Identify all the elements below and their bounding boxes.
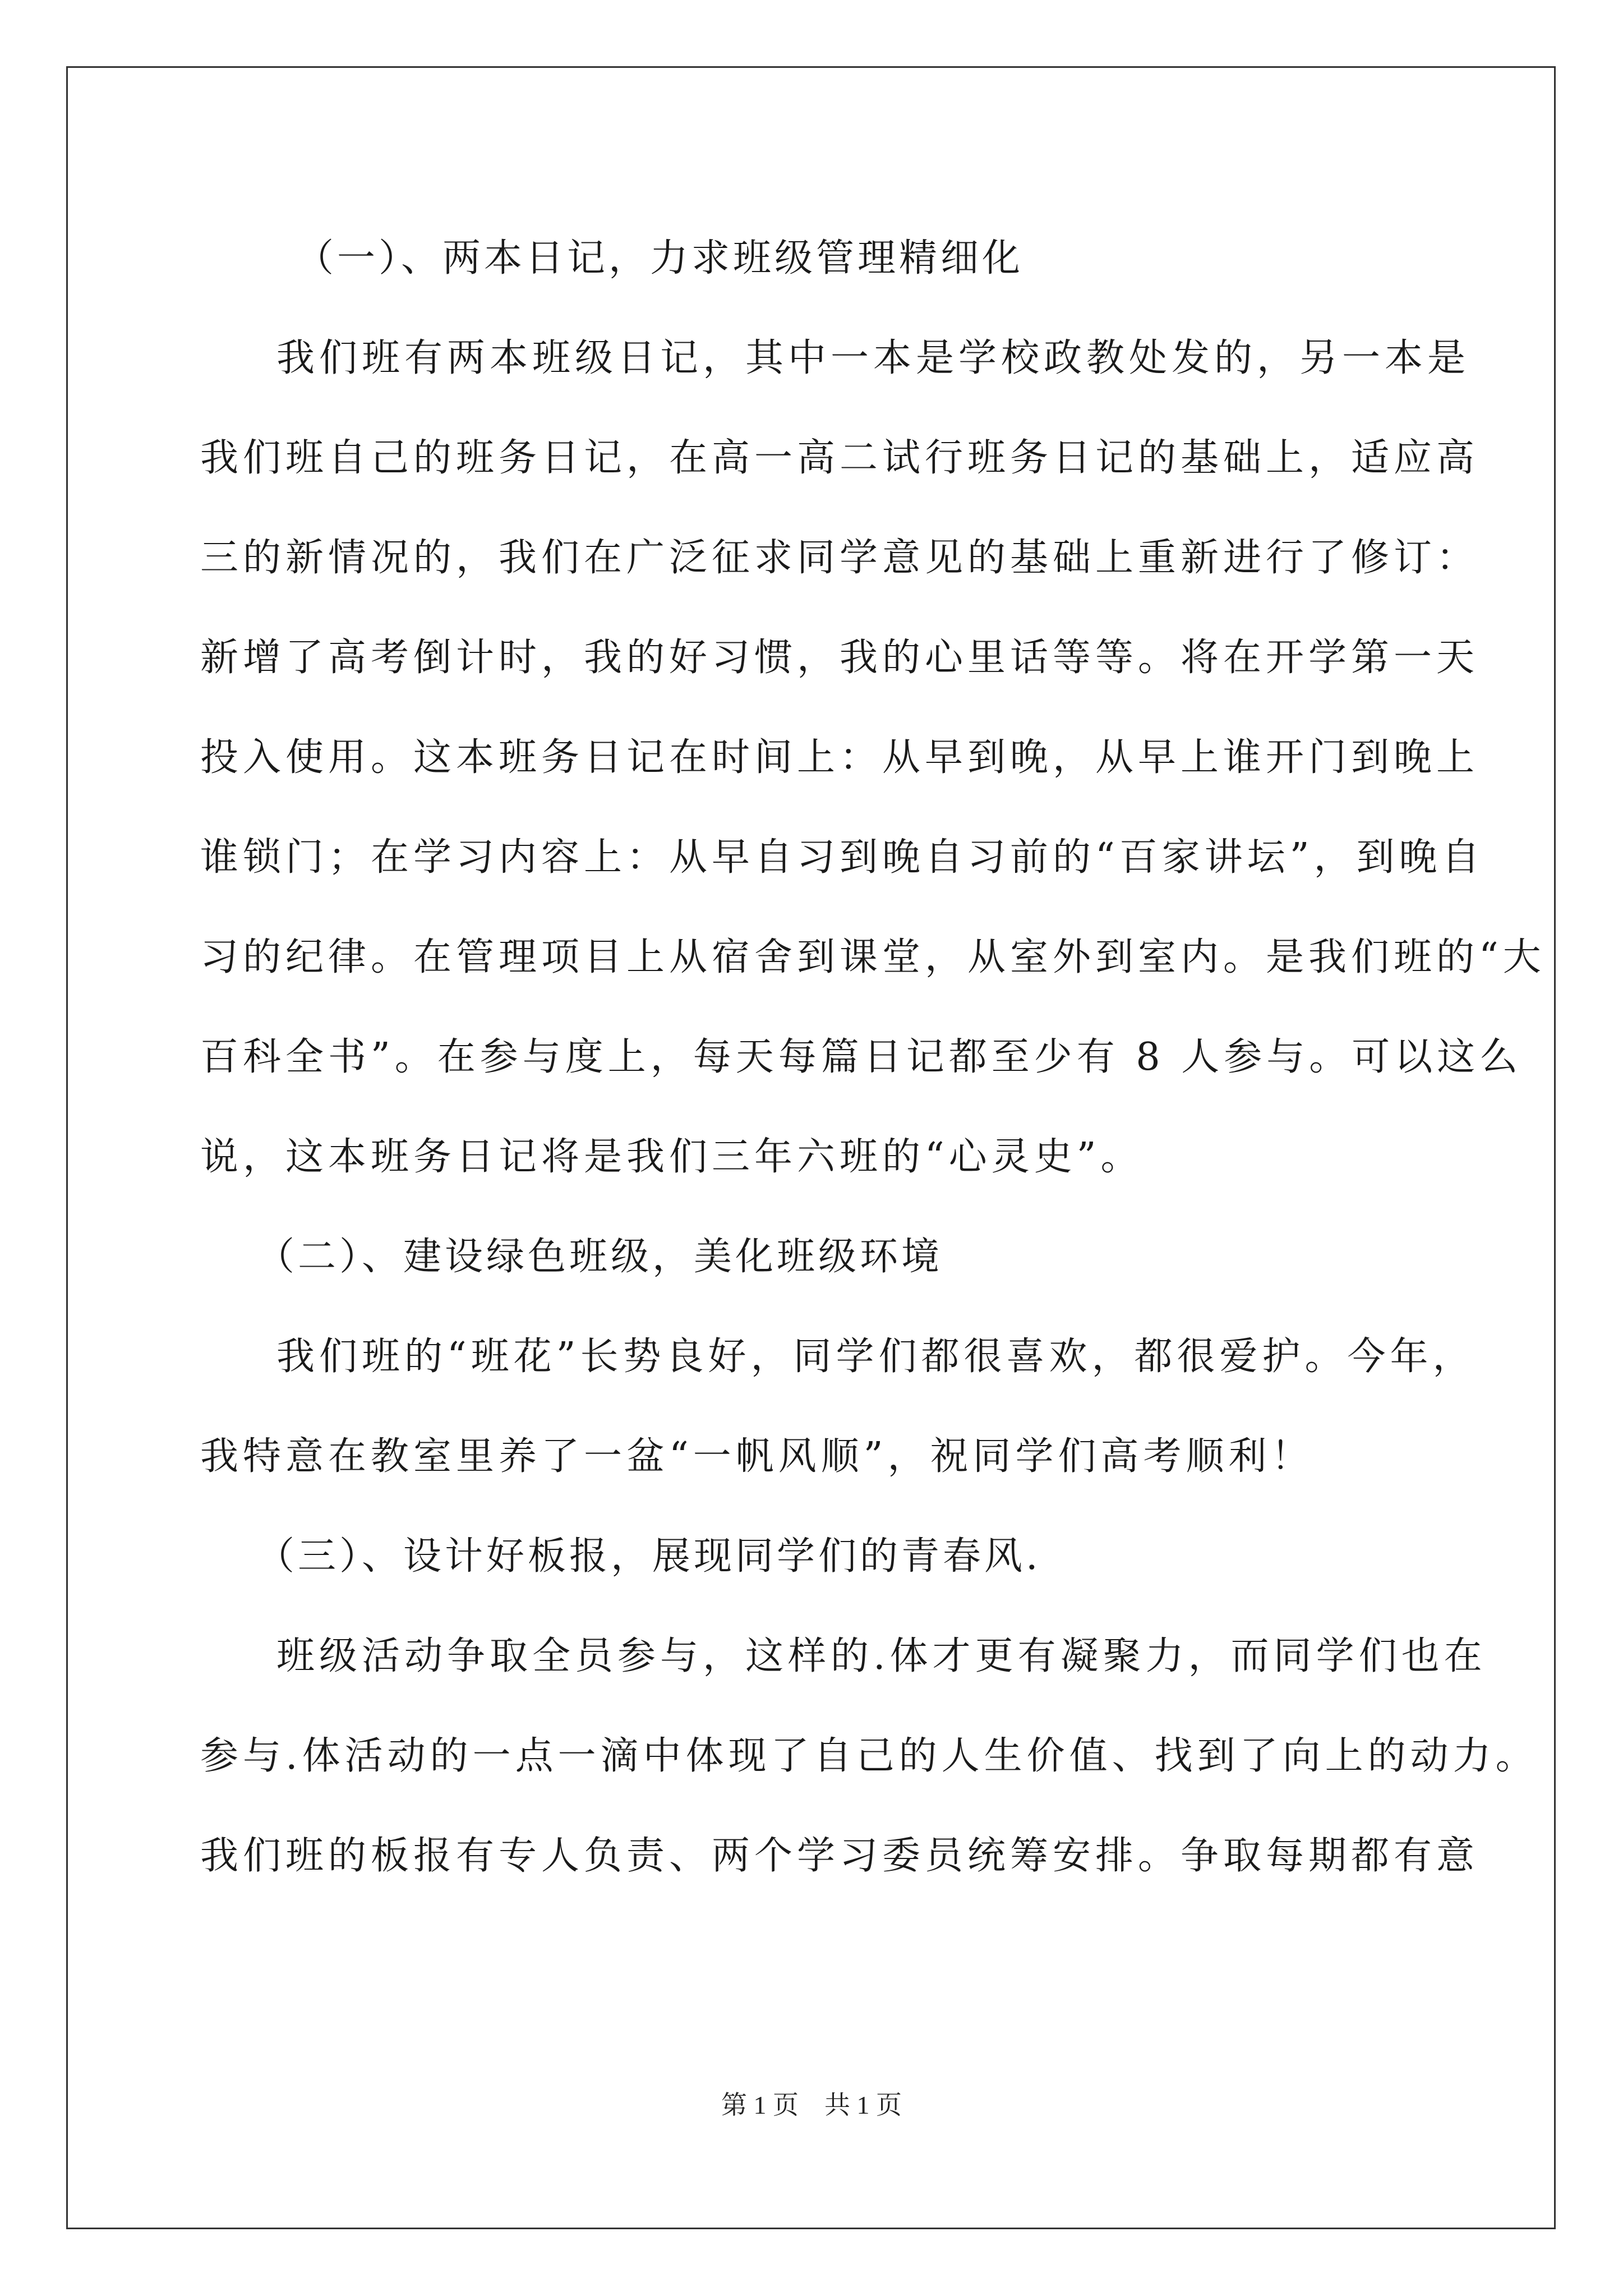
document-body <box>200 209 1546 1906</box>
paragraph-line: 我们班的板报有专人负责、两个学习委员统筹安排。争取每期都有意 <box>200 1834 1479 1878</box>
paragraph-line: 新增了高考倒计时，我的好习惯，我的心里话等等。将在开学第一天 <box>200 636 1479 680</box>
paragraph-line: 谁锁门；在学习内容上：从早自习到晚自习前的“百家讲坛”，到晚自 <box>200 835 1484 880</box>
paragraph-line: 班级活动争取全员参与，这样的.体才更有凝聚力，而同学们也在 <box>276 1634 1487 1678</box>
paragraph-line: 投入使用。这本班务日记在时间上：从早到晚，从早上谁开门到晚上 <box>200 735 1479 780</box>
paragraph-line: 说，这本班务日记将是我们三年六班的“心灵史”。 <box>200 1135 1144 1179</box>
paragraph-line: 三的新情况的，我们在广泛征求同学意见的基础上重新进行了修订： <box>200 536 1479 580</box>
section-heading-2: （二）、建设绿色班级，美化班级环境 <box>256 1235 943 1279</box>
paragraph-line: 习的纪律。在管理项目上从宿舍到课堂，从室外到室内。是我们班的“大 <box>200 935 1546 979</box>
paragraph-line: 参与.体活动的一点一滴中体现了自己的人生价值、找到了向上的动力。 <box>200 1734 1538 1778</box>
paragraph-line: 百科全书”。在参与度上，每天每篇日记都至少有 8 人参与。可以这么 <box>200 1035 1523 1079</box>
paragraph-line: 我们班的“班花”长势良好，同学们都很喜欢，都很爱护。今年， <box>276 1335 1476 1379</box>
section-heading-1: （一）、两本日记，力求班级管理精细化 <box>296 236 1024 280</box>
page-footer: 第 1 页 共 1 页 <box>721 2091 902 2119</box>
paragraph-line: 我们班自己的班务日记，在高一高二试行班务日记的基础上，适应高 <box>200 436 1479 480</box>
paragraph-line: 我特意在教室里养了一盆“一帆风顺”，祝同学们高考顺利！ <box>200 1434 1314 1479</box>
section-heading-3: （三）、设计好板报，展现同学们的青春风. <box>256 1534 1041 1579</box>
paragraph-line: 我们班有两本班级日记，其中一本是学校政教处发的，另一本是 <box>276 336 1470 380</box>
